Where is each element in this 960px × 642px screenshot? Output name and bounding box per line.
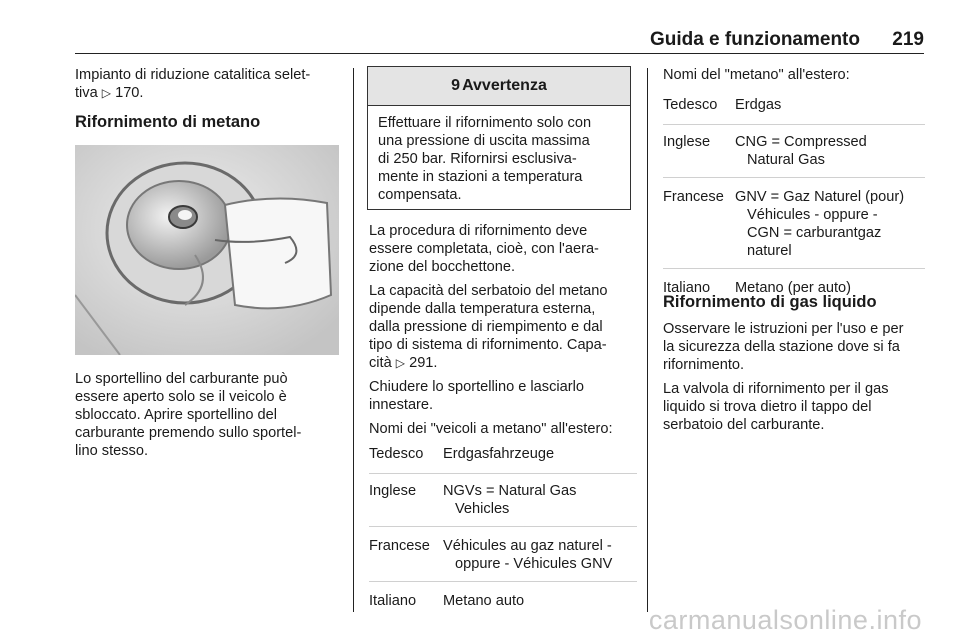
capacity-line-4: tipo di sistema di rifornimento. Capa- — [369, 337, 607, 353]
value-cell: GNV = Gaz Naturel (pour) Véhicules - oppure - CGN = carburantgaz naturel — [735, 178, 925, 269]
lpg-instructions-line-1: Osservare le istruzioni per l'uso e per — [663, 321, 904, 337]
table-row — [369, 474, 637, 527]
close-door-line-1: Chiudere lo sportellino e lasciarlo — [369, 379, 584, 395]
capacity-line-5-text: cità — [369, 355, 392, 371]
lpg-instructions-line-3: rifornimento. — [663, 357, 745, 373]
heading-gas-liquido: Rifornimento di gas liquido — [663, 293, 877, 311]
warning-line-5: compensata. — [378, 187, 462, 203]
capacity-line-5 — [369, 354, 641, 372]
intro-line-2 — [75, 84, 345, 102]
page-ref-icon: ▷ — [395, 356, 406, 370]
warning-line-4: mente in stazioni a temperatura — [378, 169, 583, 185]
warning-line-2: una pressione di uscita massima — [378, 133, 590, 149]
value-cell: CNG = Compressed Natural Gas — [735, 125, 925, 178]
warning-symbol-icon: 9 — [451, 77, 461, 94]
lang-cell: Italiano — [369, 593, 417, 609]
column-1-paragraph — [75, 370, 345, 460]
column-divider-1 — [353, 68, 354, 612]
lpg-valve-line-1: La valvola di rifornimento per il gas — [663, 381, 889, 397]
lpg-instructions-line-2: la sicurezza della stazione dove si fa — [663, 339, 900, 355]
fuel-door-line-5: lino stesso. — [75, 443, 149, 459]
column-divider-2 — [647, 68, 648, 612]
procedure-line-2: essere completata, cioè, con l'aera- — [369, 241, 599, 257]
value-cell: NGVs = Natural Gas Vehicles — [443, 474, 637, 527]
intro-line-2-text: tiva — [75, 85, 98, 101]
lang-cell: Tedesco — [663, 96, 735, 125]
warning-header — [368, 67, 630, 106]
column-3-intro — [663, 66, 925, 84]
lang-cell: Italiano — [663, 280, 711, 296]
table-row — [663, 125, 925, 178]
fuel-door-photo — [75, 145, 339, 355]
page-ref-icon: ▷ — [101, 86, 112, 100]
fuel-filler-illustration — [75, 145, 339, 355]
heading-metano: Rifornimento di metano — [75, 113, 261, 131]
lpg-valve-line-3: serbatoio del carburante. — [663, 417, 825, 433]
header-divider — [75, 53, 924, 54]
lpg-valve-line-2: liquido si trova dietro il tappo del — [663, 399, 872, 415]
page-number: 219 — [892, 29, 924, 50]
column-1 — [75, 66, 345, 132]
fuel-door-line-4: carburante premendo sullo sportel- — [75, 425, 302, 441]
warning-box — [367, 66, 631, 210]
close-door-line-2: innestare. — [369, 397, 434, 413]
lang-cell: Francese — [369, 527, 443, 582]
table-row — [369, 527, 637, 582]
procedure-line-1: La procedura di rifornimento deve — [369, 223, 588, 239]
table-row — [369, 445, 637, 474]
value-cell: Metano (per auto) — [735, 280, 852, 296]
lang-cell: Inglese — [663, 125, 735, 178]
lang-cell: Inglese — [369, 474, 443, 527]
page-ref-link-170[interactable]: 170. — [115, 85, 144, 101]
lang-cell: Tedesco — [369, 445, 443, 474]
warning-line-1: Effettuare il rifornimento solo con — [378, 115, 592, 131]
column-2 — [369, 222, 641, 438]
value-cell: Erdgas — [735, 96, 925, 125]
column-3-lpg — [663, 292, 933, 434]
table-row — [369, 582, 637, 611]
table-row — [663, 96, 925, 125]
intro-line-1: Impianto di riduzione catalitica selet- — [75, 67, 311, 83]
fuel-door-line-3: sbloccato. Aprire sportellino del — [75, 407, 277, 423]
page-ref-link-291[interactable]: 291. — [409, 355, 438, 371]
value-cell: Erdgasfahrzeuge — [443, 445, 637, 474]
table-row — [663, 178, 925, 269]
lang-cell: Francese — [663, 178, 735, 269]
gas-names-intro: Nomi del "metano" all'estero: — [663, 67, 850, 83]
vehicle-names-intro: Nomi dei "veicoli a metano" all'estero: — [369, 421, 613, 437]
value-cell: Véhicules au gaz naturel - oppure - Véhicules GNV — [443, 527, 637, 582]
warning-title: Avvertenza — [462, 77, 547, 94]
procedure-line-3: zione del bocchettone. — [369, 259, 516, 275]
watermark: carmanualsonline.info — [648, 605, 922, 635]
warning-line-3: di 250 bar. Rifornirsi esclusiva- — [378, 151, 577, 167]
value-cell: Metano auto — [443, 593, 525, 609]
section-title: Guida e funzionamento — [649, 29, 860, 50]
capacity-line-1: La capacità del serbatoio del metano — [369, 283, 608, 299]
gas-names-table — [663, 96, 925, 297]
vehicle-names-table — [369, 445, 637, 610]
capacity-line-2: dipende dalla temperatura esterna, — [369, 301, 596, 317]
fuel-door-line-2: essere aperto solo se il veicolo è — [75, 389, 287, 405]
fuel-door-line-1: Lo sportellino del carburante può — [75, 371, 288, 387]
capacity-line-3: dalla pressione di riempimento e dal — [369, 319, 603, 335]
warning-body — [368, 106, 630, 204]
